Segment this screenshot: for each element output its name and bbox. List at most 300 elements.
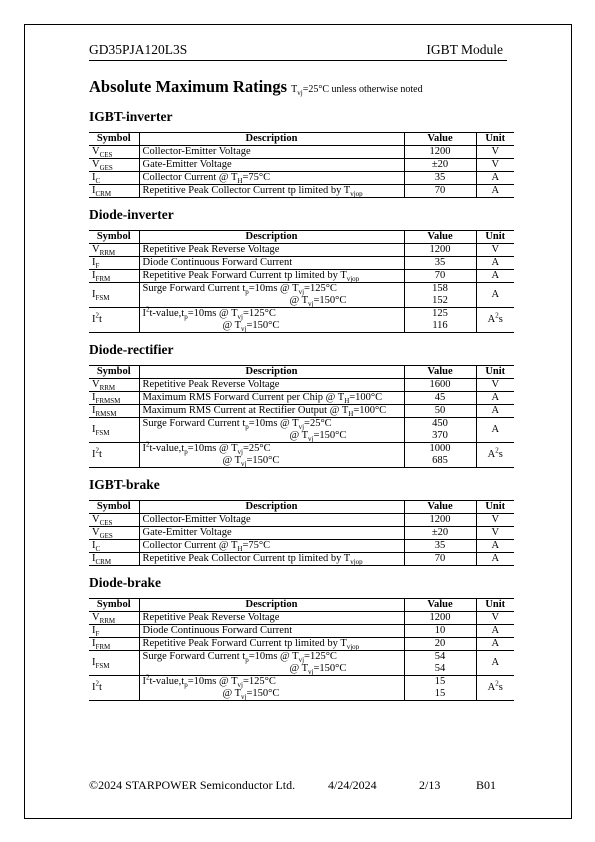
sym: I: [92, 172, 96, 183]
desc-cell: Collector-Emitter Voltage: [139, 146, 404, 159]
desc-sub: vj: [241, 460, 247, 469]
col-value: Value: [404, 366, 476, 379]
sym: I: [92, 540, 96, 551]
desc-cell: Gate-Emitter Voltage: [139, 527, 404, 540]
desc-part: @ T: [222, 688, 242, 699]
col-description: Description: [139, 366, 404, 379]
desc-part: =10ms @ T: [248, 651, 299, 662]
section-diode-brake: Diode-brake: [89, 575, 161, 590]
value-cell: 20: [404, 638, 476, 651]
value-cell: 35: [404, 172, 476, 185]
section-igbt-inverter: IGBT-inverter: [89, 109, 173, 124]
table-igbt-inverter: [89, 132, 514, 198]
sym: t: [99, 449, 102, 460]
symbol-cell: [89, 257, 139, 270]
desc-part: =125°C: [304, 651, 337, 662]
value-1: 15: [434, 676, 446, 687]
desc-cell: Diode Continuous Forward Current: [139, 257, 404, 270]
desc-cell: [139, 553, 404, 566]
desc-cell: [139, 270, 404, 283]
desc-part: =100°C: [349, 392, 383, 403]
value-cell: [404, 443, 476, 468]
symbol-cell: [89, 651, 139, 676]
section-igbt-brake: IGBT-brake: [89, 477, 160, 492]
value-cell: [404, 418, 476, 443]
table-row: [89, 146, 514, 159]
desc-part: =150°C: [313, 430, 347, 441]
table-row: [89, 244, 514, 257]
symbol-cell: [89, 405, 139, 418]
col-unit: Unit: [476, 599, 514, 612]
col-value: Value: [404, 599, 476, 612]
desc-cell: [139, 283, 404, 308]
sym: I: [92, 553, 96, 564]
table-row: [89, 553, 514, 566]
desc-part: =10ms @ T: [248, 418, 299, 429]
title-note: [291, 84, 422, 95]
symbol-cell: [89, 676, 139, 701]
sym-sub: C: [95, 177, 101, 186]
value-cell: 1200: [404, 514, 476, 527]
sym: I: [92, 682, 96, 693]
sym-sub: FSM: [95, 294, 110, 303]
desc-sub: vj: [237, 313, 243, 322]
table-diode-brake: [89, 598, 514, 701]
desc-part: =150°C: [246, 455, 280, 466]
desc-cell: [139, 405, 404, 418]
value-2: 685: [432, 455, 448, 466]
value-2: 370: [432, 430, 448, 441]
unit-cell: A: [476, 625, 514, 638]
value-cell: 35: [404, 540, 476, 553]
unit-s: s: [498, 314, 503, 325]
unit-cell: V: [476, 244, 514, 257]
sym: I: [92, 270, 96, 281]
value-1: 158: [432, 283, 448, 294]
sym-sup: 2: [95, 311, 99, 320]
table-header-row: [89, 599, 514, 612]
desc-sub: H: [344, 397, 350, 406]
col-symbol: Symbol: [89, 231, 139, 244]
unit-sup: 2: [495, 311, 499, 320]
symbol-cell: [89, 418, 139, 443]
table-row: [89, 676, 514, 701]
desc-part: Surge Forward Current t: [142, 283, 246, 294]
desc-sub: vj: [308, 668, 314, 677]
desc-part: Repetitive Peak Forward Current tp limited by T: [142, 638, 347, 649]
footer-copyright: ©2024 STARPOWER Semiconductor Ltd.: [89, 778, 296, 792]
unit-a: A: [487, 314, 496, 325]
sym: t: [99, 682, 102, 693]
desc-part: Repetitive Peak Collector Current tp limited by T: [142, 185, 351, 196]
desc-part: Maximum RMS Current at Rectifier Output @ T: [142, 405, 349, 416]
sym: I: [92, 392, 96, 403]
sym-sub: CES: [99, 519, 113, 528]
sym: I: [92, 625, 96, 636]
value-cell: [404, 651, 476, 676]
symbol-cell: [89, 514, 139, 527]
desc-part: =75°C: [242, 172, 271, 183]
symbol-cell: [89, 308, 139, 333]
sym-sub: FSM: [95, 662, 110, 671]
desc-part: Surge Forward Current t: [142, 651, 246, 662]
desc-sup: 2: [146, 440, 150, 449]
desc-sub: vjop: [350, 558, 363, 567]
sym-sub: FRM: [95, 275, 111, 284]
symbol-cell: [89, 612, 139, 625]
unit-cell: A: [476, 283, 514, 308]
desc-sub: vjop: [350, 190, 363, 199]
desc-sub: p: [184, 448, 188, 457]
value-cell: 1200: [404, 146, 476, 159]
col-unit: Unit: [476, 133, 514, 146]
desc-sub: H: [348, 410, 354, 419]
symbol-cell: [89, 146, 139, 159]
sym: V: [92, 159, 100, 170]
sym-sub: RMSM: [95, 410, 117, 419]
desc-part: =25°C: [304, 418, 332, 429]
title-text: Absolute Maximum Ratings: [89, 77, 288, 96]
sym: V: [92, 146, 100, 157]
desc-cell: [139, 651, 404, 676]
part-number: GD35PJA120L3S: [89, 42, 188, 57]
sym-sub: CRM: [95, 558, 112, 567]
sym: I: [92, 314, 96, 325]
table-header-row: [89, 231, 514, 244]
desc-cell: [139, 418, 404, 443]
symbol-cell: [89, 553, 139, 566]
unit-cell: V: [476, 379, 514, 392]
desc-part: =10ms @ T: [187, 443, 238, 454]
unit-sup: 2: [495, 446, 499, 455]
desc-part: =150°C: [246, 688, 280, 699]
desc-part: =125°C: [242, 676, 276, 687]
desc-part: @ T: [289, 295, 309, 306]
desc-cell: [139, 673, 404, 702]
value-cell: ±20: [404, 159, 476, 172]
desc-part: =25°C: [242, 443, 271, 454]
symbol-cell: [89, 185, 139, 198]
value-cell: [404, 308, 476, 333]
value-1: 450: [432, 418, 448, 429]
table-header-row: [89, 366, 514, 379]
table-row: [89, 283, 514, 308]
unit-s: s: [498, 449, 503, 460]
value-1: 1000: [429, 443, 451, 454]
unit-cell: V: [476, 159, 514, 172]
sym-sub: F: [95, 262, 100, 271]
symbol-cell: [89, 443, 139, 468]
unit-cell: A: [476, 257, 514, 270]
unit-cell: V: [476, 527, 514, 540]
unit-cell: A: [476, 185, 514, 198]
sym-sub: FRM: [95, 643, 111, 652]
table-header-row: [89, 501, 514, 514]
symbol-cell: [89, 540, 139, 553]
footer-page: 2/13: [419, 778, 441, 792]
value-1: 54: [434, 651, 446, 662]
col-value: Value: [404, 231, 476, 244]
unit-cell: V: [476, 146, 514, 159]
desc-part: =125°C: [242, 308, 276, 319]
col-value: Value: [404, 501, 476, 514]
desc-part: @ T: [222, 320, 242, 331]
desc-sub: p: [245, 423, 249, 432]
table-row: [89, 159, 514, 172]
desc-cell: [139, 172, 404, 185]
col-symbol: Symbol: [89, 133, 139, 146]
ratings-content: [89, 77, 514, 701]
value-cell: [404, 676, 476, 701]
col-description: Description: [139, 133, 404, 146]
desc-part: =10ms @ T: [187, 308, 238, 319]
value-cell: ±20: [404, 527, 476, 540]
sym-sub: RRM: [99, 617, 116, 626]
unit-cell: A: [476, 553, 514, 566]
sym: I: [92, 424, 96, 435]
unit-sup: 2: [495, 679, 499, 688]
sym-sup: 2: [95, 679, 99, 688]
desc-cell: Diode Continuous Forward Current: [139, 625, 404, 638]
table-row: [89, 392, 514, 405]
desc-cell: [139, 392, 404, 405]
desc-sub: vj: [308, 435, 314, 444]
col-value: Value: [404, 133, 476, 146]
sym: V: [92, 527, 100, 538]
table-row: [89, 638, 514, 651]
symbol-cell: [89, 270, 139, 283]
sym: V: [92, 244, 100, 255]
table-row: [89, 257, 514, 270]
desc-sub: vj: [298, 656, 305, 665]
table-row: [89, 443, 514, 468]
value-2: 54: [434, 663, 446, 674]
unit-cell: [476, 676, 514, 701]
unit-cell: A: [476, 638, 514, 651]
table-row: [89, 612, 514, 625]
symbol-cell: [89, 172, 139, 185]
desc-part: t-value,t: [149, 443, 185, 454]
sym: I: [92, 257, 96, 268]
table-row: [89, 405, 514, 418]
value-2: 116: [432, 320, 448, 331]
table-row: [89, 540, 514, 553]
desc-part: =10ms @ T: [187, 676, 238, 687]
unit-cell: A: [476, 270, 514, 283]
col-description: Description: [139, 231, 404, 244]
desc-cell: Collector-Emitter Voltage: [139, 514, 404, 527]
value-cell: 35: [404, 257, 476, 270]
col-description: Description: [139, 501, 404, 514]
col-unit: Unit: [476, 231, 514, 244]
footer-revision: B01: [476, 778, 497, 792]
sym: V: [92, 612, 100, 623]
desc-part: =10ms @ T: [248, 283, 299, 294]
value-cell: 45: [404, 392, 476, 405]
sym-sub: FRMSM: [95, 397, 121, 406]
sym: I: [92, 449, 96, 460]
unit-cell: A: [476, 651, 514, 676]
unit-cell: A: [476, 392, 514, 405]
sym-sub: GES: [99, 532, 113, 541]
table-row: [89, 651, 514, 676]
col-description: Description: [139, 599, 404, 612]
value-cell: [404, 283, 476, 308]
sym-sub: FSM: [95, 429, 110, 438]
sym-sub: RRM: [99, 384, 116, 393]
symbol-cell: [89, 527, 139, 540]
sym-sub: CRM: [95, 190, 112, 199]
desc-part: I: [142, 676, 146, 687]
sym-sup: 2: [95, 446, 99, 455]
table-row: [89, 625, 514, 638]
unit-s: s: [498, 682, 503, 693]
value-cell: 1200: [404, 612, 476, 625]
desc-sub: vj: [241, 693, 247, 702]
sym: I: [92, 657, 96, 668]
desc-part: =75°C: [242, 540, 271, 551]
desc-part: t-value,t: [149, 676, 185, 687]
value-cell: 70: [404, 185, 476, 198]
table-row: [89, 172, 514, 185]
desc-part: I: [142, 443, 146, 454]
desc-sub: vj: [308, 300, 314, 309]
desc-cell: Repetitive Peak Reverse Voltage: [139, 379, 404, 392]
value-cell: 10: [404, 625, 476, 638]
desc-part: =150°C: [246, 320, 280, 331]
table-row: [89, 514, 514, 527]
desc-cell: [139, 440, 404, 469]
note-rest: =25°C unless otherwise noted: [302, 84, 423, 95]
sym: t: [99, 314, 102, 325]
page-title: [89, 77, 514, 100]
desc-sub: vj: [298, 288, 305, 297]
module-type: IGBT Module: [426, 42, 503, 57]
value-1: 125: [432, 308, 448, 319]
desc-sup: 2: [146, 305, 150, 314]
col-symbol: Symbol: [89, 599, 139, 612]
desc-sub: H: [237, 545, 243, 554]
value-cell: 70: [404, 553, 476, 566]
desc-cell: [139, 540, 404, 553]
value-cell: 50: [404, 405, 476, 418]
table-row: [89, 270, 514, 283]
table-header-row: [89, 133, 514, 146]
unit-a: A: [487, 449, 496, 460]
section-diode-rectifier: Diode-rectifier: [89, 342, 174, 357]
table-row: [89, 379, 514, 392]
value-cell: 70: [404, 270, 476, 283]
sym: V: [92, 514, 100, 525]
symbol-cell: [89, 244, 139, 257]
sym: I: [92, 289, 96, 300]
unit-cell: [476, 443, 514, 468]
sym: V: [92, 379, 100, 390]
col-symbol: Symbol: [89, 501, 139, 514]
table-row: [89, 185, 514, 198]
desc-sub: p: [245, 288, 249, 297]
desc-part: Repetitive Peak Collector Current tp limited by T: [142, 553, 351, 564]
sym-sub: C: [95, 545, 101, 554]
sym: I: [92, 185, 96, 196]
value-2: 152: [432, 295, 448, 306]
section-diode-inverter: Diode-inverter: [89, 207, 174, 222]
sym-sub: CES: [99, 151, 113, 160]
note-t: T: [291, 84, 298, 95]
symbol-cell: [89, 392, 139, 405]
desc-sub: p: [245, 656, 249, 665]
page-header: [89, 42, 507, 61]
symbol-cell: [89, 379, 139, 392]
symbol-cell: [89, 283, 139, 308]
desc-cell: Gate-Emitter Voltage: [139, 159, 404, 172]
unit-cell: A: [476, 405, 514, 418]
desc-part: =125°C: [304, 283, 337, 294]
sym-sub: F: [95, 630, 100, 639]
footer-date: 4/24/2024: [328, 778, 377, 792]
unit-cell: V: [476, 514, 514, 527]
desc-part: @ T: [222, 455, 242, 466]
symbol-cell: [89, 625, 139, 638]
desc-sub: vjop: [346, 275, 360, 284]
value-cell: 1600: [404, 379, 476, 392]
desc-part: Collector Current @ T: [142, 540, 238, 551]
sym: I: [92, 638, 96, 649]
unit-cell: [476, 308, 514, 333]
desc-part: @ T: [289, 663, 309, 674]
unit-a: A: [487, 682, 496, 693]
col-unit: Unit: [476, 366, 514, 379]
desc-part: Repetitive Peak Forward Current tp limited by T: [142, 270, 347, 281]
desc-part: I: [142, 308, 146, 319]
desc-cell: [139, 305, 404, 334]
desc-part: =150°C: [313, 663, 347, 674]
desc-part: Collector Current @ T: [142, 172, 238, 183]
table-row: [89, 418, 514, 443]
unit-cell: A: [476, 540, 514, 553]
symbol-cell: [89, 638, 139, 651]
table-row: [89, 527, 514, 540]
unit-cell: A: [476, 172, 514, 185]
note-sub: vj: [297, 89, 303, 97]
sym: I: [92, 405, 96, 416]
desc-sub: vjop: [346, 643, 360, 652]
desc-cell: Repetitive Peak Reverse Voltage: [139, 612, 404, 625]
symbol-cell: [89, 159, 139, 172]
desc-part: t-value,t: [149, 308, 185, 319]
unit-cell: A: [476, 418, 514, 443]
desc-cell: [139, 185, 404, 198]
table-row: [89, 308, 514, 333]
unit-cell: V: [476, 612, 514, 625]
desc-sup: 2: [146, 673, 150, 682]
sym-sub: RRM: [99, 249, 116, 258]
desc-part: =100°C: [353, 405, 387, 416]
col-unit: Unit: [476, 501, 514, 514]
sym-sub: GES: [99, 164, 113, 173]
desc-cell: [139, 638, 404, 651]
desc-part: Maximum RMS Forward Current per Chip @ T: [142, 392, 345, 403]
value-2: 15: [434, 688, 446, 699]
desc-sub: vj: [241, 325, 247, 334]
desc-cell: Repetitive Peak Reverse Voltage: [139, 244, 404, 257]
desc-sub: vj: [237, 448, 243, 457]
desc-sub: vj: [237, 681, 243, 690]
table-igbt-brake: [89, 500, 514, 566]
desc-part: =150°C: [313, 295, 347, 306]
desc-sub: p: [184, 313, 188, 322]
table-diode-inverter: [89, 230, 514, 333]
